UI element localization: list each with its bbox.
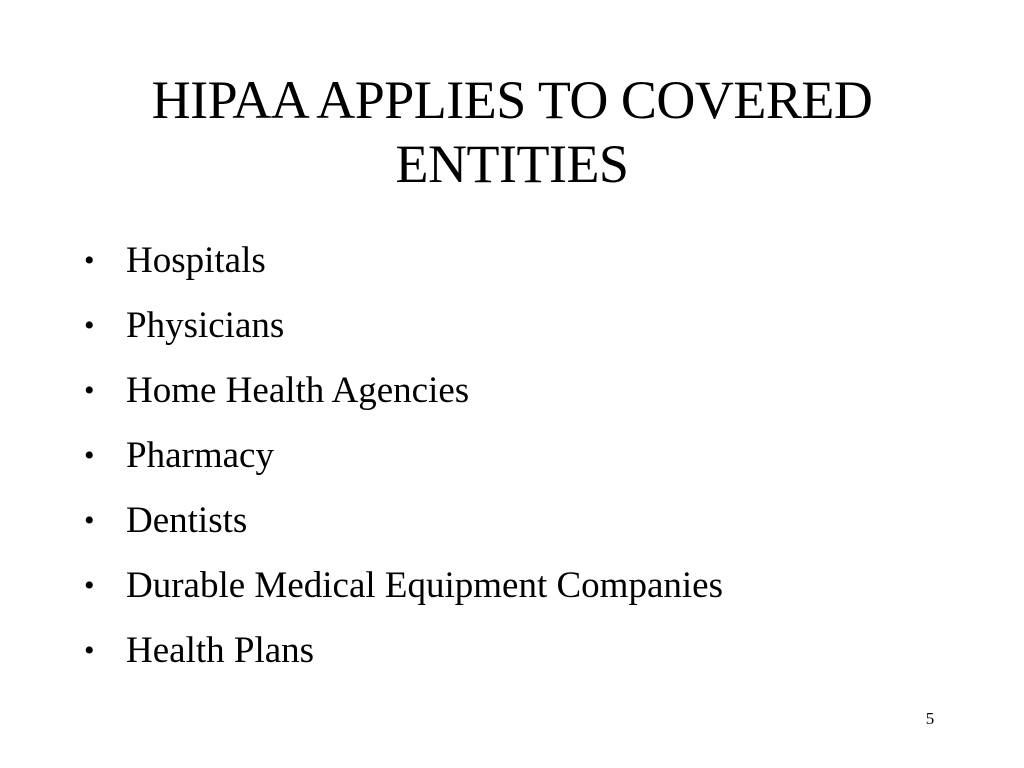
- bullet-text: Physicians: [126, 305, 285, 346]
- list-item: [84, 358, 723, 423]
- list-item: [84, 423, 723, 488]
- bullet-text: Durable Medical Equipment Companies: [126, 565, 723, 606]
- list-item: [84, 228, 723, 293]
- bullet-icon: •: [84, 504, 95, 537]
- list-item: [84, 553, 723, 618]
- bullet-icon: •: [84, 569, 95, 602]
- list-item: [84, 293, 723, 358]
- bullet-text: Dentists: [126, 500, 248, 541]
- bullet-icon: •: [84, 634, 95, 667]
- bullet-text: Home Health Agencies: [126, 370, 470, 411]
- bullet-text: Hospitals: [126, 240, 266, 281]
- bullet-icon: •: [84, 244, 95, 277]
- bullet-text: Health Plans: [126, 630, 315, 671]
- page-number: 5: [925, 709, 935, 728]
- bullet-list: [84, 228, 723, 683]
- bullet-icon: •: [84, 439, 95, 472]
- list-item: [84, 618, 723, 683]
- bullet-icon: •: [84, 374, 95, 407]
- bullet-icon: •: [84, 309, 95, 342]
- list-item: [84, 488, 723, 553]
- slide-title: HIPAA APPLIES TO COVERED ENTITIES: [151, 70, 873, 194]
- bullet-text: Pharmacy: [126, 435, 274, 476]
